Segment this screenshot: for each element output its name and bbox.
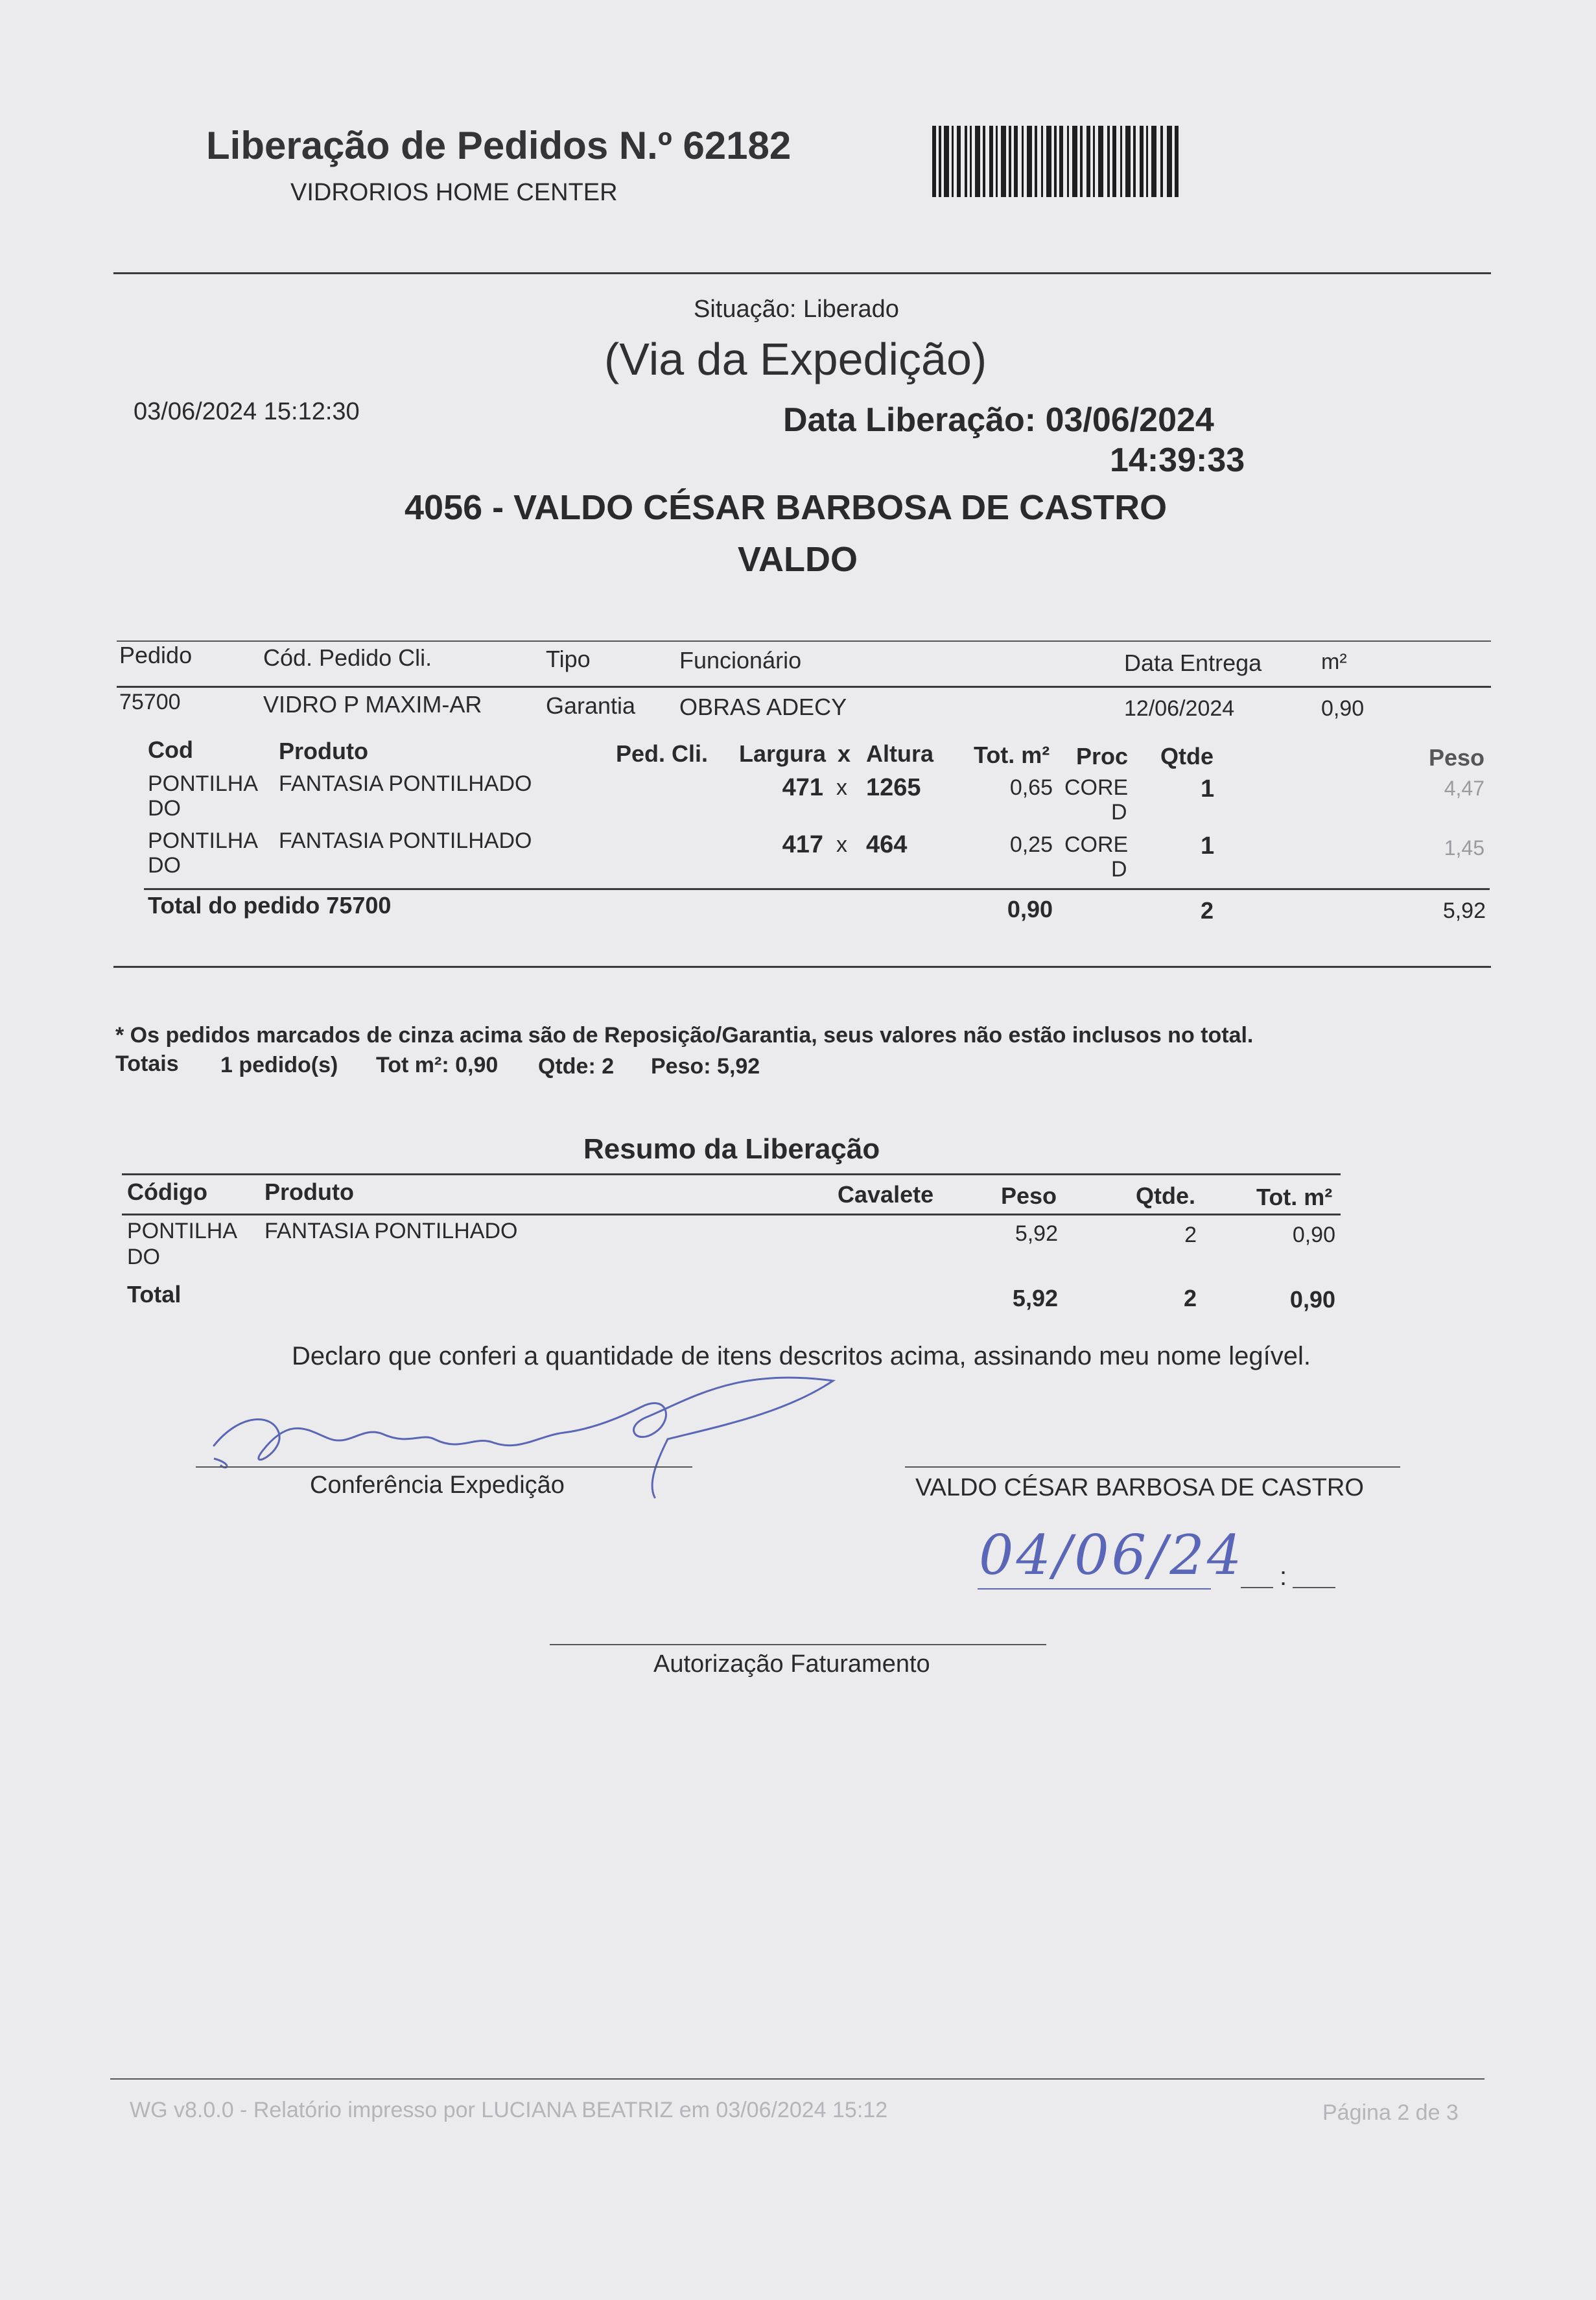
resumo-header-codigo: Código [127,1179,207,1205]
col-header-pedido: Pedido [119,642,193,668]
resumo-header-peso: Peso [1001,1182,1057,1209]
footer-printed-by: WG v8.0.0 - Relatório impresso por LUCIANA BEATRIZ em 03/06/2024 15:12 [130,2098,888,2122]
autorizacao-label: Autorização Faturamento [653,1650,930,1678]
client-signature-line [905,1466,1400,1468]
resumo-row-qtde: 2 [1184,1223,1197,1247]
item-header-produto: Produto [279,738,368,764]
item-produto: FANTASIA PONTILHADO [279,771,532,796]
totais-label: Totais [115,1051,179,1076]
item-qtde: 1 [1201,832,1215,860]
order-row-tipo: Garantia [546,692,636,719]
item-peso: 1,45 [1444,836,1485,860]
resumo-header-line [122,1214,1341,1215]
col-header-m2: m² [1321,650,1347,674]
item-largura: 471 [782,774,823,801]
order-total-qtde: 2 [1201,897,1214,924]
date-underline [978,1588,1211,1590]
resumo-total-peso: 5,92 [1012,1285,1058,1311]
item-proc-cont: D [1111,800,1127,825]
footer-page-number: Página 2 de 3 [1322,2100,1459,2125]
resumo-row-produto: FANTASIA PONTILHADO [264,1219,518,1243]
item-cod-cont: DO [148,796,181,821]
data-liberacao: Data Liberação: 03/06/2024 [783,401,1214,439]
resumo-total-qtde: 2 [1183,1285,1197,1311]
time-blank-minute [1293,1587,1335,1588]
item-proc: CORE [1064,775,1129,800]
item-largura: 417 [782,831,823,858]
order-total-peso: 5,92 [1442,898,1486,923]
order-row-m2: 0,90 [1321,696,1365,721]
item-proc-cont: D [1111,857,1127,882]
header-divider [113,272,1491,274]
item-tot-m2: 0,25 [1009,832,1053,857]
order-total-label: Total do pedido 75700 [148,892,392,919]
resumo-total-tot-m2: 0,90 [1289,1286,1335,1313]
order-table-bottom-line [113,966,1491,968]
resumo-row-peso: 5,92 [1015,1221,1058,1246]
resumo-row-codigo: PONTILHA [127,1219,238,1243]
footer-divider [110,2078,1485,2080]
resumo-total-label: Total [127,1281,182,1308]
resumo-top-line [122,1173,1341,1175]
item-x: x [836,832,847,857]
item-peso: 4,47 [1444,777,1485,800]
resumo-header-tot-m2: Tot. m² [1256,1184,1333,1210]
item-header-qtde: Qtde [1160,743,1214,769]
item-header-cod: Cod [148,736,193,763]
client-short-name: VALDO [738,540,858,579]
resumo-row-codigo-cont: DO [127,1245,160,1269]
item-cod: PONTILHA [148,828,259,853]
order-total-m2: 0,90 [1007,896,1053,922]
item-header-altura: Altura [866,740,934,767]
item-header-peso: Peso [1429,744,1485,771]
order-row-funcionario: OBRAS ADECY [679,694,847,720]
item-tot-m2: 0,65 [1009,775,1053,800]
via-label: (Via da Expedição) [604,334,987,384]
totais-pedidos: 1 pedido(s) [220,1053,338,1077]
col-header-tipo: Tipo [546,646,591,672]
order-row-pedido: 75700 [119,690,181,714]
order-row-cod-pedido-cli: VIDRO P MAXIM-AR [263,691,482,718]
client-name-title: 4056 - VALDO CÉSAR BARBOSA DE CASTRO [405,488,1168,527]
time-blank-hour [1241,1587,1273,1588]
order-table-top-line [117,640,1491,642]
conferencia-line [196,1466,692,1468]
resumo-title: Resumo da Liberação [583,1133,880,1165]
item-cod-cont: DO [148,853,181,878]
order-table-header-line [117,686,1491,688]
resumo-header-produto: Produto [264,1179,354,1205]
time-blank-separator: : [1280,1562,1287,1591]
item-header-ped-cli: Ped. Cli. [616,740,709,767]
totais-m2: Tot m²: 0,90 [376,1053,499,1077]
item-altura: 1265 [866,774,921,801]
situacao-label: Situação: Liberado [694,296,899,323]
item-header-largura: Largura [739,740,827,767]
resumo-header-cavalete: Cavalete [838,1181,934,1208]
resumo-row-tot-m2: 0,90 [1292,1223,1335,1247]
declaration-text: Declaro que conferi a quantidade de itens descritos acima, assinando meu nome legível. [292,1342,1311,1370]
order-row-data-entrega: 12/06/2024 [1124,696,1235,721]
barcode [932,126,1179,197]
client-signature-name: VALDO CÉSAR BARBOSA DE CASTRO [915,1474,1364,1501]
data-liberacao-time: 14:39:33 [1110,441,1245,479]
resumo-header-qtde: Qtde. [1136,1182,1196,1209]
col-header-funcionario: Funcionário [679,647,802,674]
totais-qtde: Qtde: 2 [538,1054,615,1079]
item-altura: 464 [866,831,908,858]
printed-datetime: 03/06/2024 15:12:30 [134,398,360,425]
item-qtde: 1 [1201,775,1215,803]
item-x: x [836,775,847,800]
item-proc: CORE [1064,832,1129,857]
item-produto: FANTASIA PONTILHADO [279,828,532,853]
item-header-x: x [838,740,851,767]
conferencia-label: Conferência Expedição [310,1472,565,1499]
item-header-tot-m2: Tot. m² [974,742,1050,768]
col-header-cod-pedido-cli: Cód. Pedido Cli. [263,644,432,671]
col-header-data-entrega: Data Entrega [1124,650,1262,676]
item-header-proc: Proc [1076,743,1129,769]
company-name: VIDRORIOS HOME CENTER [290,179,618,206]
totais-peso: Peso: 5,92 [651,1054,760,1079]
item-cod: PONTILHA [148,771,259,796]
grey-orders-note: * Os pedidos marcados de cinza acima são de Reposição/Garantia, seus valores não estão inclusos no total. [115,1023,1254,1048]
autorizacao-line [550,1644,1046,1645]
document-title: Liberação de Pedidos N.º 62182 [206,124,792,167]
order-total-line [144,888,1490,890]
handwritten-date: 04/06/24 [979,1523,1245,1587]
